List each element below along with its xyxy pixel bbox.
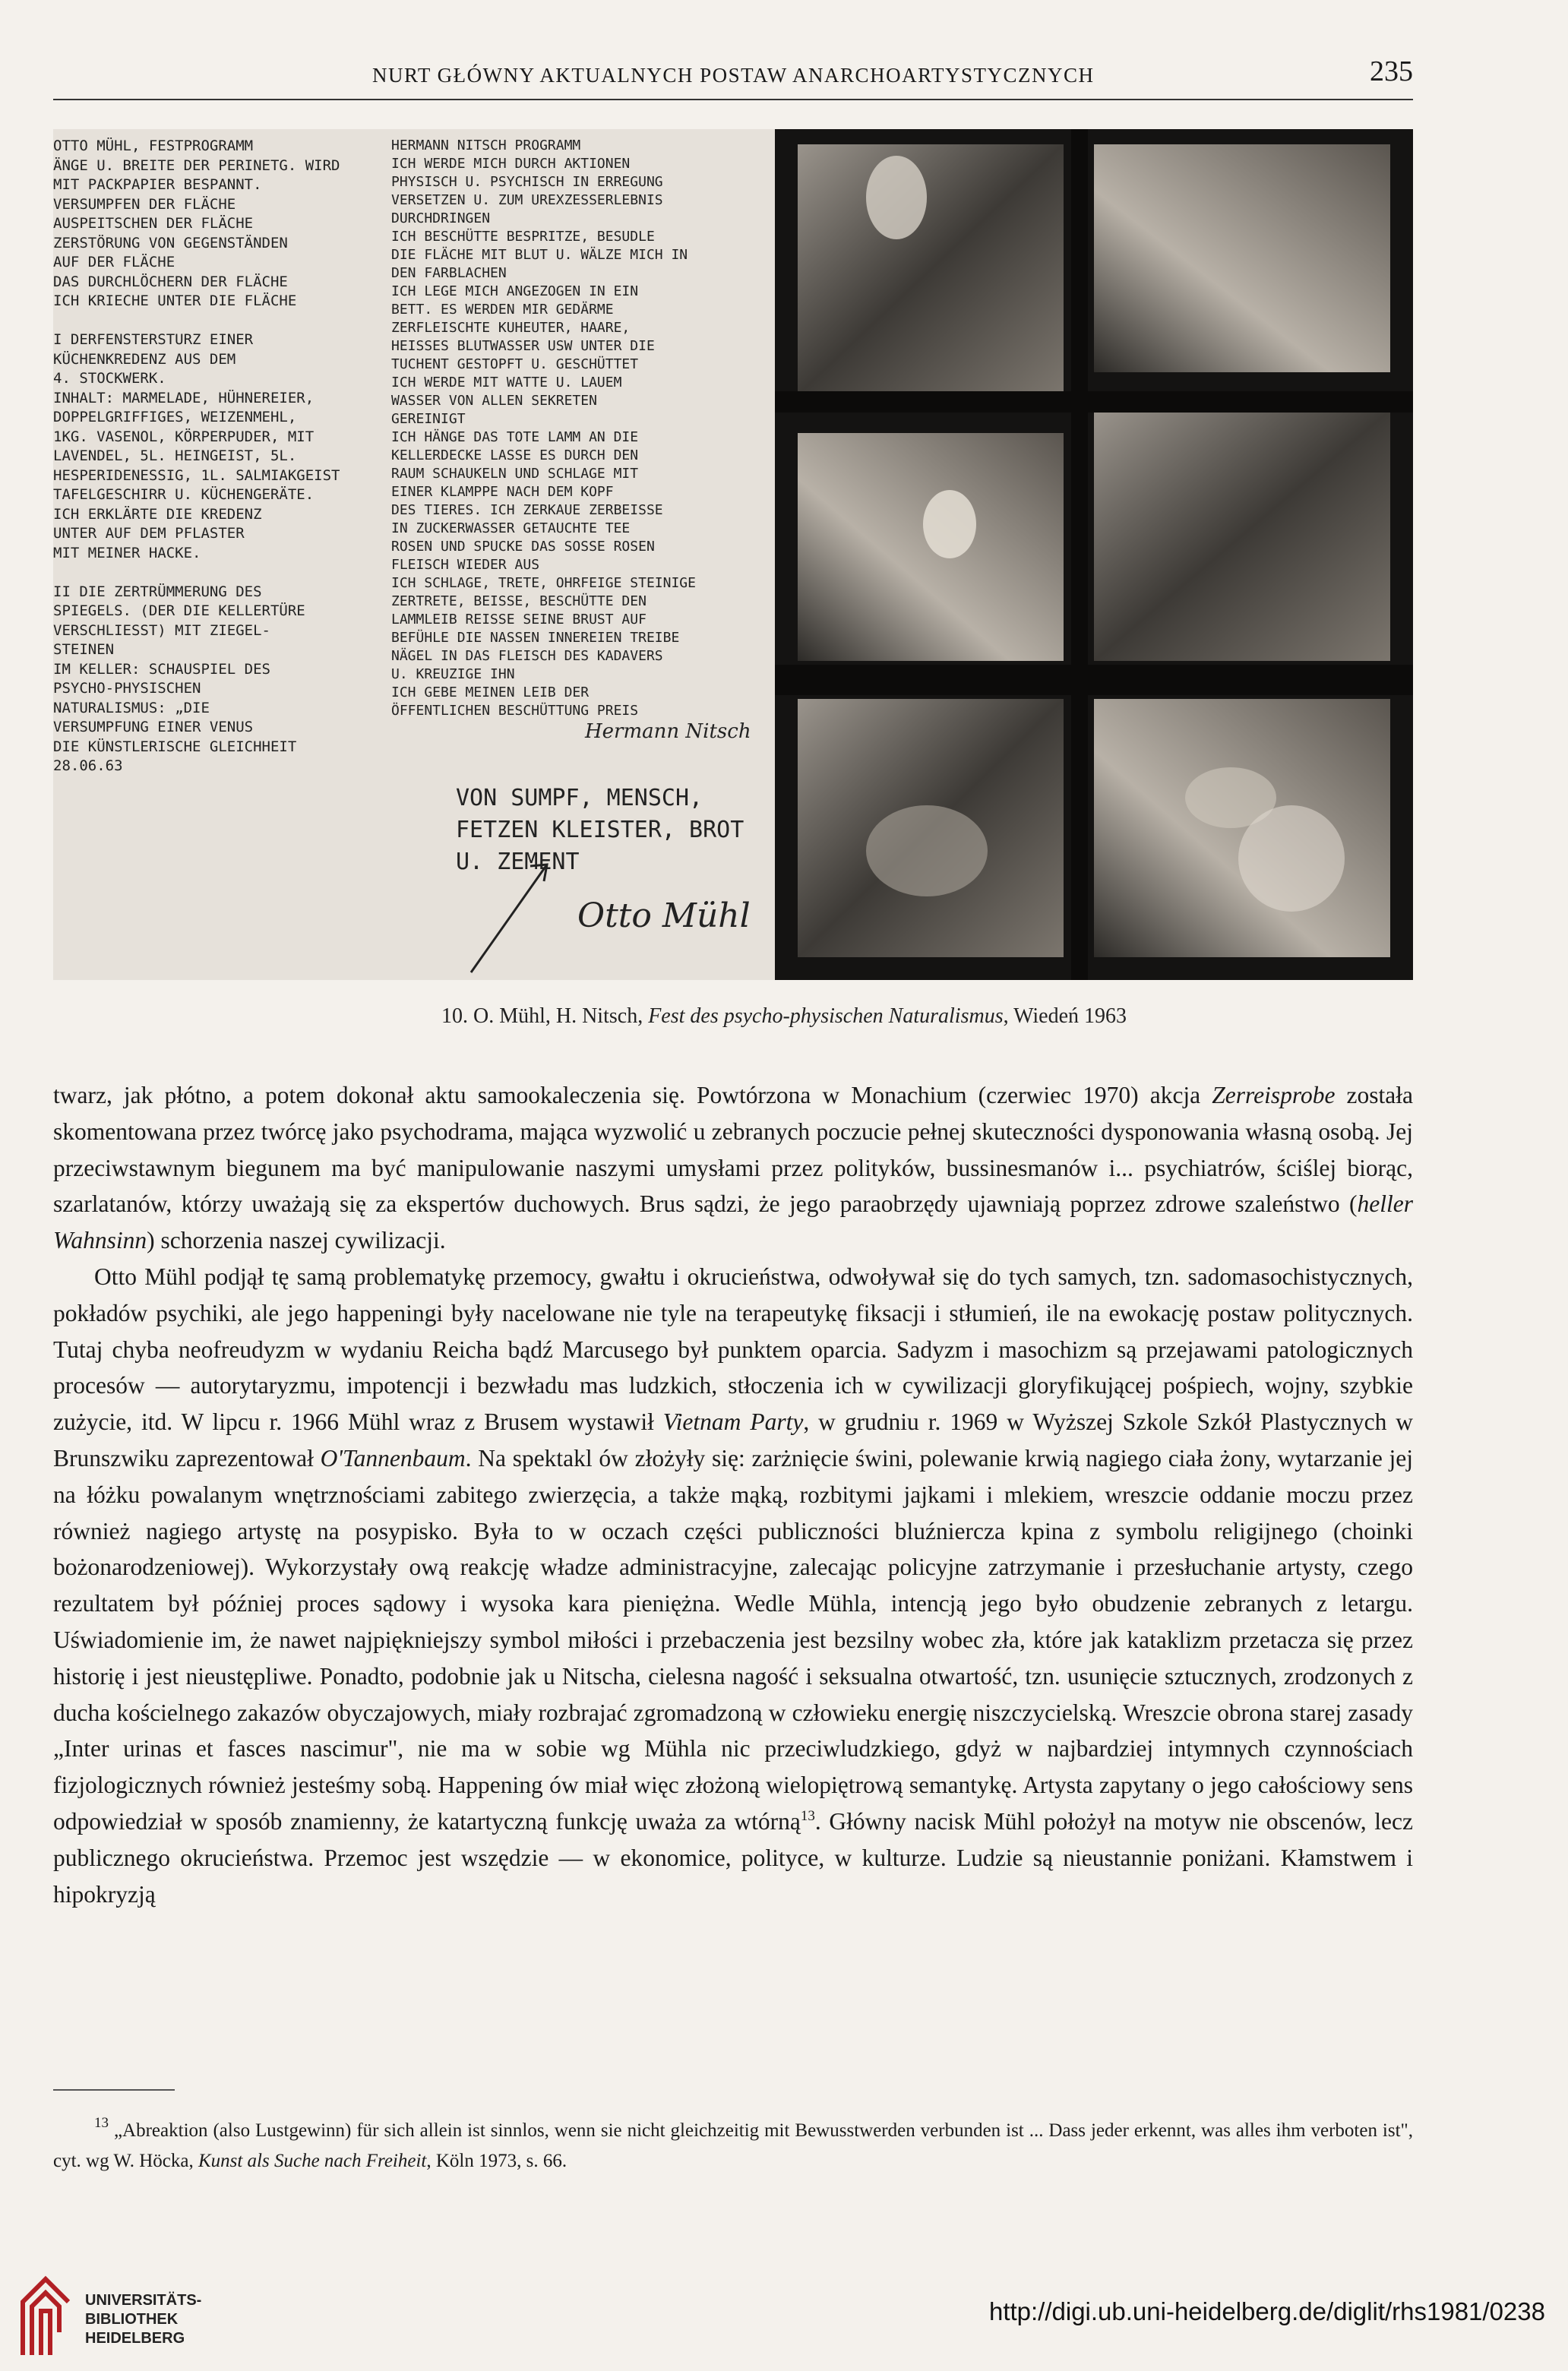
handwritten-line: FLEISCH WIEDER AUS <box>391 557 540 573</box>
handwritten-line: WASSER VON ALLEN SEKRETEN <box>391 393 597 409</box>
handwritten-line: VERSCHLIESST) MIT ZIEGEL- <box>53 621 270 639</box>
paragraph: Otto Mühl podjął tę samą problematykę przemocy, gwałtu i okrucieństwa, odwoływał się do tych samych, tzn. sadomasochistycznych, pokładów psychiki, ale jego happeningi były nacelowane nie tyle na terapeutykę fiksacji i stłumień, ile na ewokację postaw politycznych. Tutaj chyba neofreudyzm w wydaniu Reicha bądź Marcusego był punktem oparcia. Sadyzm i masochizm są przejawami patologicznych procesów — autorytaryzmu, impotencji i bezwładu mas ludzkich, stłoczenia ich w cywilizacji gloryfikującej pośpiech, wojny, szybkie zużycie, itd. W lipcu r. 1966 Mühl wraz z Brusem wystawił Vietnam Party, w grudniu r. 1969 w Wyższej Szkole Szkół Plastycznych w Brunszwiku zaprezentował O'Tannenbaum. Na spektakl ów złożyły się: zarżnięcie świni, polewanie krwią nagiego ciała żony, wytarzanie jej na łóżku powalanym wnętrznościami zabitego zwierzęcia, a także mąką, rozbitymi jajkami i mlekiem, wreszcie oddanie moczu przez również nagiego artystę na posypisko. Była to w oczach części publiczności bluźniercza kpina z symbolu religijnego (choinki bożonarodzeniowej). Wykorzystały ową reakcję władze administracyjne, zalecając policyjne zatrzymanie i przesłuchanie artysty, czego rezultatem był później proces sądowy i wysoka kara pieniężna. Wedle Mühla, intencją jego było obudzenie zebranych z letargu. Uświadomienie im, że nawet najpiękniejszy symbol miłości i przebaczenia jest bezsilny wobec zła, które jak kataklizm przetacza się przez historię i jest nieustępliwe. Ponadto, podobnie jak u Nitscha, cielesna nagość i seksualna otwartość, tzn. usunięcie sztucznych, zrodzonych z ducha kościelnego zakazów obyczajowych, miały rozbrajać zgromadzoną w człowieku energię niszczycielską. Wreszcie obrona starej zasady „Inter urinas et fasces nascimur", nie ma w sobie wg Mühla nic przeciwludzkiego, gdyż w najbardziej intymnych czynnościach fizjologicznych również jesteśmy sobą. Happening ów miał więc złożoną wielopiętrową semantykę. Artysta zapytany o jego całościowy sens odpowiedział w sposób znamienny, że katartyczną funkcję uważa za wtórną$^{13}$. Główny nacisk Mühl położył na motyw nie obscenów, lecz publicznego okrucieństwa. Przemoc jest wszędzie — w ekonomice, polityce, w kulturze. Ludzie są nieustannie poniżani. Kłamstwem i hipokryzją <box>53 1263 1414 1908</box>
handwritten-line: TAFELGESCHIRR U. KÜCHENGERÄTE. <box>53 486 315 503</box>
handwritten-line: GEREINIGT <box>391 411 466 427</box>
handwritten-line: ICH GEBE MEINEN LEIB DER <box>391 684 590 700</box>
handwritten-line: ÖFFENTLICHEN BESCHÜTTUNG PREIS <box>391 703 639 719</box>
handwritten-line: DOPPELGRIFFIGES, WEIZENMEHL, <box>53 409 297 425</box>
handwritten-line: 28.06.63 <box>53 757 123 774</box>
handwritten-line: ICH LEGE MICH ANGEZOGEN IN EIN <box>391 283 639 299</box>
footnote-ref[interactable]: 13 <box>800 1807 815 1824</box>
handwritten-line: ICH BESCHÜTTE BESPRITZE, BESUDLE <box>391 229 655 245</box>
source-link[interactable]: http://digi.ub.uni-heidelberg.de/diglit/rhs1981/0238 <box>988 2297 1545 2325</box>
handwritten-line: ICH KRIECHE UNTER DIE FLÄCHE <box>53 292 297 309</box>
handwritten-line: RAUM SCHAUKELN UND SCHLAGE MIT <box>391 466 639 482</box>
handwritten-line: I DERFENSTERSTURZ EINER <box>53 331 254 348</box>
handwritten-line: 1KG. VASENOL, KÖRPERPUDER, MIT <box>53 428 315 445</box>
handwritten-line: MIT MEINER HACKE. <box>53 544 201 561</box>
handwritten-line: KÜCHENKREDENZ AUS DEM <box>53 350 236 368</box>
running-title: NURT GŁÓWNY AKTUALNYCH POSTAW ANARCHOARTYSTYCZNYCH <box>372 64 1095 87</box>
handwritten-line: U. KREUZIGE IHN <box>391 666 515 682</box>
handwritten-line: DIE KÜNSTLERISCHE GLEICHHEIT <box>53 738 297 755</box>
handwritten-line: IM KELLER: SCHAUSPIEL DES <box>53 660 270 678</box>
handwritten-line: AUSPEITSCHEN DER FLÄCHE <box>53 215 254 232</box>
handwritten-line <box>53 311 387 331</box>
library-name: UNIVERSITÄTS- BIBLIOTHEK HEIDELBERG <box>85 2292 202 2347</box>
page-number: 235 <box>1370 55 1413 87</box>
handwritten-line: DIE FLÄCHE MIT BLUT U. WÄLZE MICH IN <box>391 247 688 263</box>
handwritten-line: VERSETZEN U. ZUM UREXZESSERLEBNIS <box>391 192 663 208</box>
handwritten-line: BEFÜHLE DIE NASSEN INNEREIEN TREIBE <box>391 630 680 646</box>
handwritten-line: KELLERDECKE LASSE ES DURCH DEN <box>391 447 639 463</box>
performance-photo-grid <box>775 129 1413 980</box>
handwritten-line: 4. STOCKWERK. <box>53 370 166 387</box>
handwritten-line: LAMMLEIB REISSE SEINE BRUST AUF <box>391 612 646 628</box>
handwritten-line: HEISSES BLUTWASSER USW UNTER DIE <box>391 338 655 354</box>
page-header <box>53 53 1413 100</box>
handwritten-line: NATURALISMUS: „DIE <box>53 699 210 716</box>
handwriting-muehl <box>53 137 387 776</box>
signature-muehl: Otto Mühl <box>577 896 751 935</box>
library-logo-icon <box>15 2271 76 2363</box>
handwritten-line: INHALT: MARMELADE, HÜHNEREIER, <box>53 389 315 406</box>
handwritten-line: ZERFLEISCHTE KUHEUTER, HAARE, <box>391 320 631 336</box>
figure-10 <box>53 129 1413 980</box>
handwritten-line: ÄNGE U. BREITE DER PERINETG. WIRD <box>53 156 340 174</box>
handwritten-line: PSYCHO-PHYSISCHEN <box>53 680 201 697</box>
handwritten-line: OTTO MÜHL, FESTPROGRAMM <box>53 138 254 154</box>
handwritten-line: VERSUMPFEN DER FLÄCHE <box>53 195 236 213</box>
handwritten-line: UNTER AUF DEM PFLASTER <box>53 525 245 542</box>
signature-nitsch: Hermann Nitsch <box>585 720 751 743</box>
handwritten-line: ICH WERDE MIT WATTE U. LAUEM <box>391 375 622 390</box>
footnote-rule <box>53 2089 175 2091</box>
handwritten-line: HERMANN NITSCH PROGRAMM <box>391 138 581 153</box>
handwritten-line: PHYSISCH U. PSYCHISCH IN ERREGUNG <box>391 174 663 190</box>
handwritten-line: LAVENDEL, 5L. HEINGEIST, 5L. <box>53 447 297 464</box>
handwritten-line: DAS DURCHLÖCHERN DER FLÄCHE <box>53 273 288 290</box>
handwritten-line: SPIEGELS. (DER DIE KELLERTÜRE <box>53 602 305 619</box>
handwritten-line: AUF DER FLÄCHE <box>53 254 175 270</box>
handwritten-line: MIT PACKPAPIER BESPANNT. <box>53 176 262 193</box>
handwritten-line: ICH HÄNGE DAS TOTE LAMM AN DIE <box>391 429 639 445</box>
handwritten-line <box>53 563 387 583</box>
handwritten-line: IN ZUCKERWASSER GETAUCHTE TEE <box>391 520 631 536</box>
handwritten-line: ICH ERKLÄRTE DIE KREDENZ <box>53 505 262 523</box>
handwriting-nitsch <box>391 137 771 720</box>
photo-image <box>775 129 1413 980</box>
body-text <box>53 1077 1413 1912</box>
figure-caption: 10. O. Mühl, H. Nitsch, Fest des psycho-physischen Naturalismus, Wiedeń 1963 <box>441 1004 1127 1028</box>
handwritten-line: ZERSTÖRUNG VON GEGENSTÄNDEN <box>53 234 288 251</box>
handwritten-line: DEN FARBLACHEN <box>391 265 507 281</box>
handwritten-line: STEINEN <box>53 641 115 658</box>
handwritten-line: NÄGEL IN DAS FLEISCH DES KADAVERS <box>391 648 663 664</box>
handwritten-line: EINER KLAMPPE NACH DEM KOPF <box>391 484 614 500</box>
handwritten-line: HESPERIDENESSIG, 1L. SALMIAKGEIST <box>53 466 340 484</box>
handwritten-line: ROSEN UND SPUCKE DAS SOSSE ROSEN <box>391 539 655 555</box>
handwritten-line: ICH SCHLAGE, TRETE, OHRFEIGE STEINIGE <box>391 575 696 591</box>
handwritten-line: TUCHENT GESTOPFT U. GESCHÜTTET <box>391 356 639 372</box>
handwritten-line: DURCHDRINGEN <box>391 210 491 226</box>
page-footer <box>0 2264 1568 2371</box>
handwritten-line: VERSUMPFUNG EINER VENUS <box>53 719 254 735</box>
handwritten-programme <box>53 129 775 980</box>
handwritten-line: II DIE ZERTRÜMMERUNG DES <box>53 583 262 600</box>
arrow-icon <box>463 858 555 980</box>
handwritten-line: BETT. ES WERDEN MIR GEDÄRME <box>391 302 614 318</box>
handwritten-line: DES TIERES. ICH ZERKAUE ZERBEISSE <box>391 502 663 518</box>
material-note: VON SUMPF, MENSCH, FETZEN KLEISTER, BROT U. ZEMENT <box>456 785 744 875</box>
footnote: $^{13}$ „Abreaktion (also Lustgewinn) für sich allein ist sinnlos, wenn sie nicht gleichzeitig mit Bewusstwerden verbunden ist ... Dass jeder erkennt, was alles ihm verboten ist", cyt. wg W. Höcka, Kunst als Suche nach Freiheit, Köln 1973, s. 66. <box>53 2115 1413 2171</box>
handwritten-line: ICH WERDE MICH DURCH AKTIONEN <box>391 156 631 172</box>
handwritten-line: ZERTRETE, BEISSE, BESCHÜTTE DEN <box>391 593 646 609</box>
paragraph: twarz, jak płótno, a potem dokonał aktu samookaleczenia się. Powtórzona w Monachium (czerwiec 1970) akcja Zerreisprobe została skomentowana przez twórcę jako psychodrama, mająca wyzwolić u zebranych poczucie pełnej skuteczności dysponowania własną osobą. Jej przeciwstawnym biegunem ma być manipulowanie naszymi umysłami przez polityków, bussinesmanów i... psychiatrów, ściślej biorąc, szarlatanów, którzy uważają się za ekspertów duchowych. Brus sądzi, że jego paraobrzędy ujawniają poprzez zdrowe szaleństwo (heller Wahnsinn) schorzenia naszej cywilizacji. <box>53 1082 1413 1254</box>
